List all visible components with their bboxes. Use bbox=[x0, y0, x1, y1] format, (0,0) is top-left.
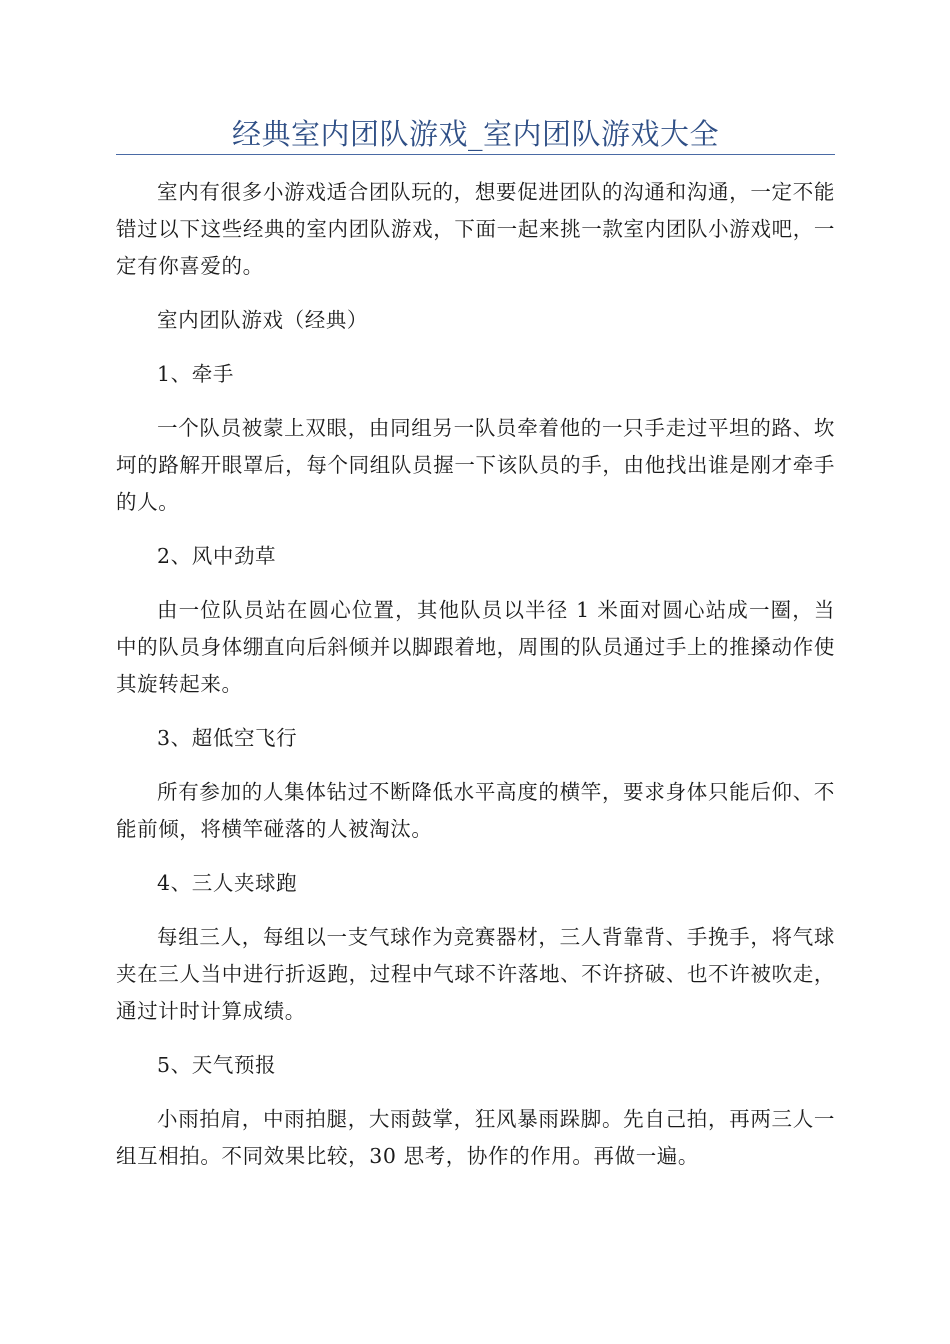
game-description-3: 所有参加的人集体钻过不断降低水平高度的横竿，要求身体只能后仰、不能前倾，将横竿碰落的人被淘汰。 bbox=[116, 780, 835, 841]
game-heading-1: 1、牵手 bbox=[157, 362, 234, 386]
game-description-2: 由一位队员站在圆心位置，其他队员以半径 1 米面对圆心站成一圈，当中的队员身体绷直向后斜倾并以脚跟着地，周围的队员通过手上的推搡动作使其旋转起来。 bbox=[116, 598, 835, 696]
game-heading-3: 3、超低空飞行 bbox=[157, 726, 298, 750]
game-heading-2: 2、风中劲草 bbox=[157, 544, 277, 568]
title-underline bbox=[116, 154, 835, 155]
game-description-1: 一个队员被蒙上双眼，由同组另一队员牵着他的一只手走过平坦的路、坎坷的路解开眼罩后，每个同组队员握一下该队员的手，由他找出谁是刚才牵手的人。 bbox=[116, 416, 835, 514]
game-description-4: 每组三人，每组以一支气球作为竞赛器材，三人背靠背、手挽手，将气球夹在三人当中进行折返跑，过程中气球不许落地、不许挤破、也不许被吹走，通过计时计算成绩。 bbox=[116, 925, 835, 1023]
document-title: 经典室内团队游戏_室内团队游戏大全 bbox=[231, 117, 719, 151]
game-description-5: 小雨拍肩，中雨拍腿，大雨鼓掌，狂风暴雨跺脚。先自己拍，再两三人一组互相拍。不同效果比较，30 思考，协作的作用。再做一遍。 bbox=[116, 1107, 835, 1168]
section-heading: 室内团队游戏（经典） bbox=[157, 308, 368, 332]
paragraph-intro: 室内有很多小游戏适合团队玩的，想要促进团队的沟通和沟通，一定不能错过以下这些经典的室内团队游戏，下面一起来挑一款室内团队小游戏吧，一定有你喜爱的。 bbox=[116, 180, 835, 278]
game-heading-4: 4、三人夹球跑 bbox=[157, 871, 298, 895]
game-heading-5: 5、天气预报 bbox=[157, 1053, 277, 1077]
document-body bbox=[116, 174, 835, 1175]
